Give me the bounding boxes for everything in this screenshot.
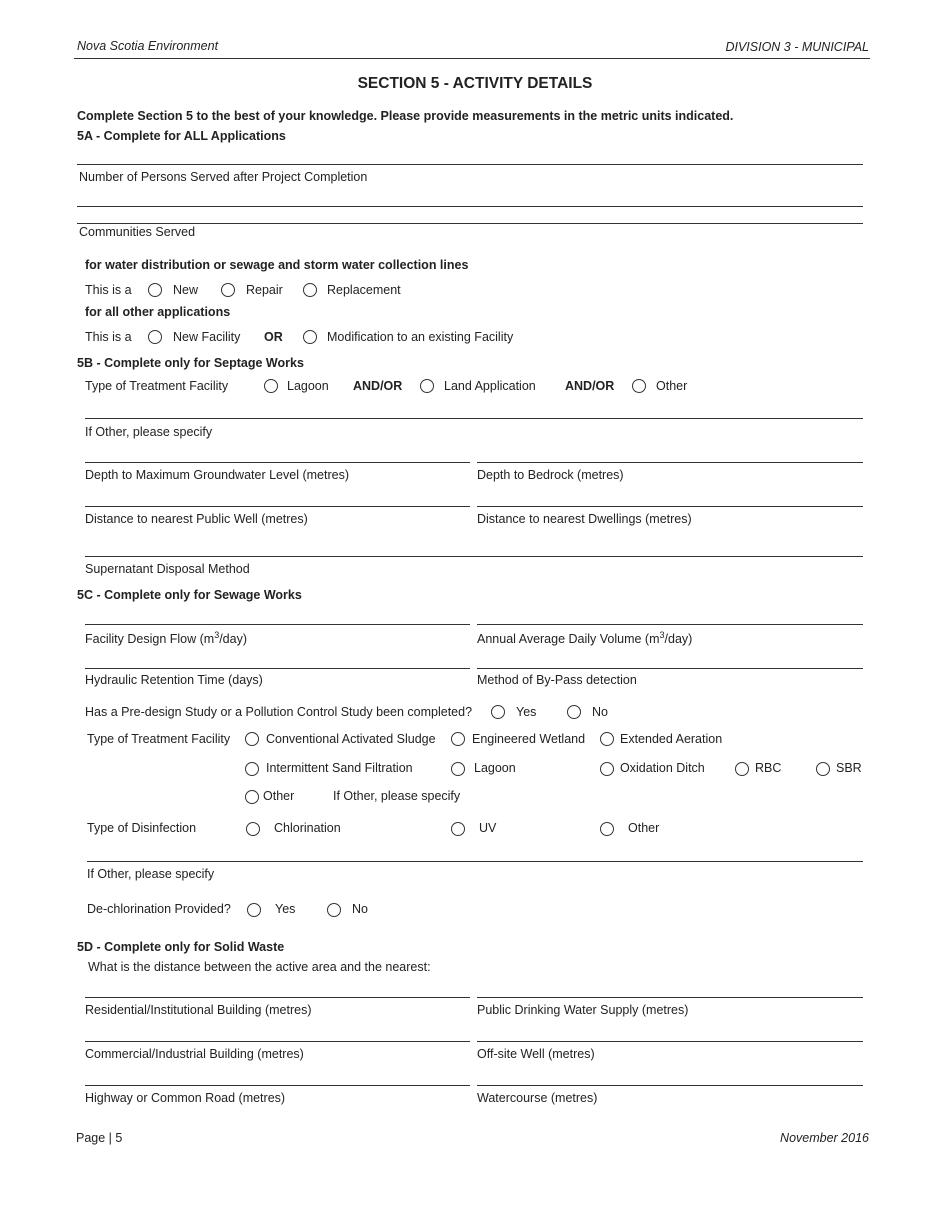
- radio-conventional-activated-sludge[interactable]: [245, 732, 259, 746]
- lines-heading: for water distribution or sewage and storm water collection lines: [85, 258, 469, 272]
- septage-if-other-label: If Other, please specify: [85, 425, 213, 439]
- radio-sewage-other[interactable]: [245, 790, 259, 804]
- radio-dechlor-no-label: No: [352, 902, 368, 916]
- footer-page-number: Page | 5: [76, 1131, 123, 1145]
- bypass-detection-label: Method of By-Pass detection: [477, 673, 637, 687]
- radio-repair[interactable]: [221, 283, 235, 297]
- radio-new-facility[interactable]: [148, 330, 162, 344]
- radio-replacement[interactable]: [303, 283, 317, 297]
- sewage-type-label: Type of Treatment Facility: [87, 732, 231, 746]
- radio-sbr[interactable]: [816, 762, 830, 776]
- disinfection-if-other-label: If Other, please specify: [87, 867, 215, 881]
- radio-oxidation-label: Oxidation Ditch: [620, 761, 705, 775]
- commercial-label: Commercial/Industrial Building (metres): [85, 1047, 304, 1061]
- radio-septage-other-label: Other: [656, 379, 688, 393]
- radio-dechlor-yes[interactable]: [247, 903, 261, 917]
- radio-extended-aeration[interactable]: [600, 732, 614, 746]
- retention-time-label: Hydraulic Retention Time (days): [85, 673, 263, 687]
- radio-chlorination[interactable]: [246, 822, 260, 836]
- section-5b-heading: 5B - Complete only for Septage Works: [77, 356, 304, 370]
- highway-field[interactable]: [85, 1085, 470, 1086]
- radio-sbr-label: SBR: [836, 761, 862, 775]
- radio-predesign-no[interactable]: [567, 705, 581, 719]
- radio-rbc-label: RBC: [755, 761, 782, 775]
- radio-uv-label: UV: [479, 821, 497, 835]
- this-is-a-label-2: This is a: [85, 330, 132, 344]
- depth-groundwater-label: Depth to Maximum Groundwater Level (metres): [85, 468, 349, 482]
- persons-served-label: Number of Persons Served after Project Completion: [79, 170, 368, 184]
- residential-field[interactable]: [85, 997, 470, 998]
- communities-served-field[interactable]: [77, 223, 863, 224]
- depth-bedrock-label: Depth to Bedrock (metres): [477, 468, 624, 482]
- section-5d-heading: 5D - Complete only for Solid Waste: [77, 940, 285, 954]
- design-flow-label: Facility Design Flow $(m^3/day)$: [85, 630, 247, 647]
- radio-rbc[interactable]: [735, 762, 749, 776]
- daily-volume-field[interactable]: [477, 624, 863, 625]
- radio-modification[interactable]: [303, 330, 317, 344]
- distance-well-label: Distance to nearest Public Well (metres): [85, 512, 308, 526]
- radio-septage-other[interactable]: [632, 379, 646, 393]
- radio-land-application[interactable]: [420, 379, 434, 393]
- daily-volume-label: Annual Average Daily Volume $(m^3/day)$: [477, 630, 693, 647]
- radio-septage-lagoon[interactable]: [264, 379, 278, 393]
- radio-dechlor-yes-label: Yes: [275, 902, 296, 916]
- design-flow-field[interactable]: [85, 624, 470, 625]
- radio-predesign-yes[interactable]: [491, 705, 505, 719]
- section-5a-heading: 5A - Complete for ALL Applications: [77, 129, 286, 143]
- intro-text: Complete Section 5 to the best of your knowledge. Please provide measurements in the metric units indicated.: [77, 109, 734, 123]
- radio-predesign-no-label: No: [592, 705, 608, 719]
- depth-groundwater-field[interactable]: [85, 462, 470, 463]
- disinfection-label: Type of Disinfection: [87, 821, 197, 835]
- radio-modification-label: Modification to an existing Facility: [327, 330, 514, 344]
- radio-replacement-label: Replacement: [327, 283, 401, 297]
- radio-chlorination-label: Chlorination: [274, 821, 341, 835]
- radio-repair-label: Repair: [246, 283, 283, 297]
- disinfection-other-field[interactable]: [87, 861, 863, 862]
- radio-sand-label: Intermittent Sand Filtration: [266, 761, 413, 775]
- sewage-if-other-inline: If Other, please specify: [333, 789, 461, 803]
- radio-oxidation-ditch[interactable]: [600, 762, 614, 776]
- watercourse-label: Watercourse (metres): [477, 1091, 598, 1105]
- drinking-water-field[interactable]: [477, 997, 863, 998]
- solid-waste-question: What is the distance between the active area and the nearest:: [88, 960, 431, 974]
- communities-served-label: Communities Served: [79, 225, 196, 239]
- distance-well-field[interactable]: [85, 506, 470, 507]
- radio-sewage-lagoon-label: Lagoon: [474, 761, 516, 775]
- radio-disinfection-other[interactable]: [600, 822, 614, 836]
- radio-extended-label: Extended Aeration: [620, 732, 723, 746]
- header-left: Nova Scotia Environment: [77, 39, 219, 53]
- radio-land-application-label: Land Application: [444, 379, 536, 393]
- footer-date: November 2016: [780, 1131, 869, 1145]
- andor-label-2: AND/OR: [565, 379, 615, 393]
- other-applications-heading: for all other applications: [85, 305, 231, 319]
- supernatant-field[interactable]: [85, 556, 863, 557]
- watercourse-field[interactable]: [477, 1085, 863, 1086]
- radio-predesign-yes-label: Yes: [516, 705, 537, 719]
- distance-dwellings-label: Distance to nearest Dwellings (metres): [477, 512, 692, 526]
- offsite-well-field[interactable]: [477, 1041, 863, 1042]
- septage-other-field[interactable]: [85, 418, 863, 419]
- depth-bedrock-field[interactable]: [477, 462, 863, 463]
- radio-new[interactable]: [148, 283, 162, 297]
- or-label: OR: [264, 330, 283, 344]
- septage-type-label: Type of Treatment Facility: [85, 379, 229, 393]
- retention-time-field[interactable]: [85, 668, 470, 669]
- radio-cas-label: Conventional Activated Sludge: [266, 732, 436, 746]
- page-title: SECTION 5 - ACTIVITY DETAILS: [357, 75, 593, 92]
- radio-septage-lagoon-label: Lagoon: [287, 379, 329, 393]
- andor-label-1: AND/OR: [353, 379, 403, 393]
- this-is-a-label: This is a: [85, 283, 132, 297]
- distance-dwellings-field[interactable]: [477, 506, 863, 507]
- radio-engineered-wetland[interactable]: [451, 732, 465, 746]
- radio-dechlor-no[interactable]: [327, 903, 341, 917]
- radio-intermittent-sand[interactable]: [245, 762, 259, 776]
- persons-served-underline: [77, 206, 863, 207]
- commercial-field[interactable]: [85, 1041, 470, 1042]
- predesign-question: Has a Pre-design Study or a Pollution Control Study been completed?: [85, 705, 473, 719]
- drinking-water-label: Public Drinking Water Supply (metres): [477, 1003, 689, 1017]
- radio-new-label: New: [173, 283, 199, 297]
- residential-label: Residential/Institutional Building (metres): [85, 1003, 312, 1017]
- radio-disinfection-other-label: Other: [628, 821, 660, 835]
- radio-sewage-other-label: Other: [263, 789, 295, 803]
- section-5c-heading: 5C - Complete only for Sewage Works: [77, 588, 302, 602]
- radio-uv[interactable]: [451, 822, 465, 836]
- radio-wetland-label: Engineered Wetland: [472, 732, 586, 746]
- header-right: DIVISION 3 - MUNICIPAL: [725, 40, 869, 54]
- persons-served-field[interactable]: [77, 164, 863, 165]
- header-divider: [74, 58, 870, 59]
- supernatant-label: Supernatant Disposal Method: [85, 562, 250, 576]
- radio-new-facility-label: New Facility: [173, 330, 241, 344]
- radio-sewage-lagoon[interactable]: [451, 762, 465, 776]
- offsite-well-label: Off-site Well (metres): [477, 1047, 595, 1061]
- dechlorination-label: De-chlorination Provided?: [87, 902, 231, 916]
- bypass-detection-field[interactable]: [477, 668, 863, 669]
- highway-label: Highway or Common Road (metres): [85, 1091, 286, 1105]
